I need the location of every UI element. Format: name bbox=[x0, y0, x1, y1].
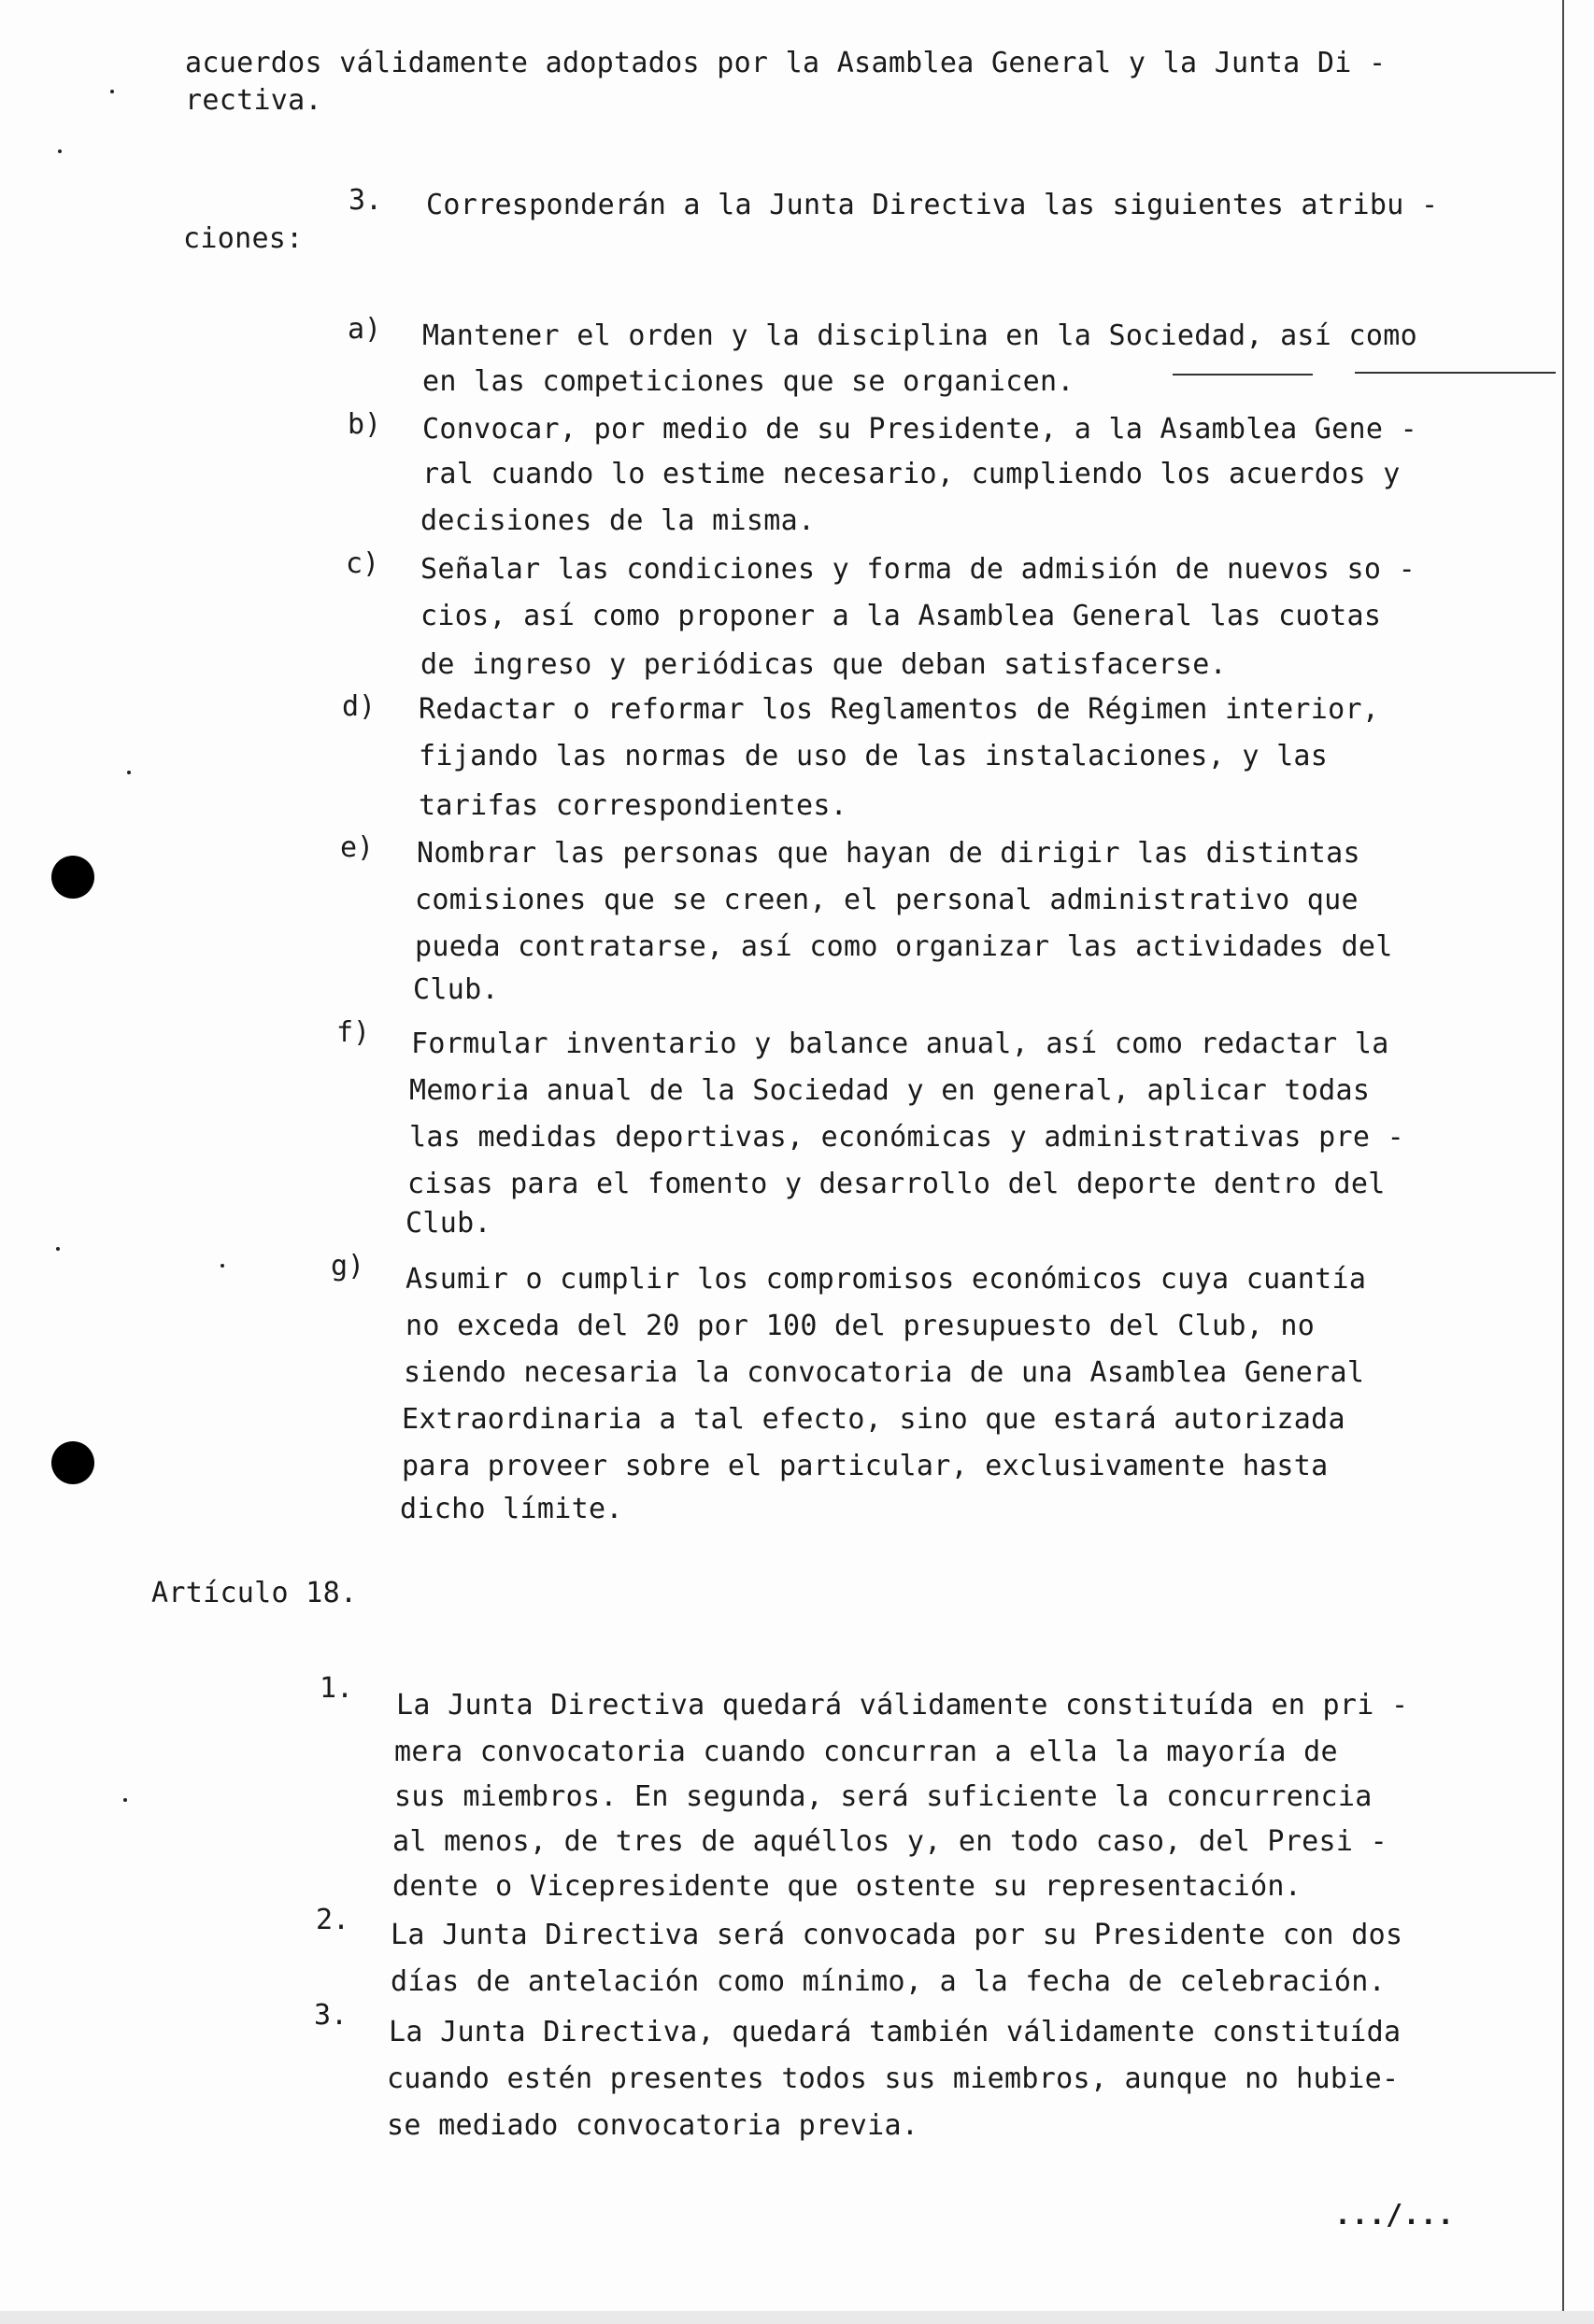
article-point-number: 2. bbox=[316, 1904, 350, 1936]
item-label: a) bbox=[348, 313, 382, 346]
item-line: fijando las normas de uso de las instalaciones, y las bbox=[419, 740, 1329, 772]
underline-mark bbox=[1173, 374, 1313, 376]
item-line: ral cuando lo estime necesario, cumpliendo los acuerdos y bbox=[422, 458, 1401, 490]
article-point-line: dente o Vicepresidente que ostente su representación. bbox=[392, 1870, 1302, 1903]
intro-line: acuerdos válidamente adoptados por la Asamblea General y la Junta Di - bbox=[185, 47, 1387, 79]
article-point-line: se mediado convocatoria previa. bbox=[387, 2109, 919, 2142]
item-line: cios, así como proponer a la Asamblea General las cuotas bbox=[420, 600, 1382, 632]
underline-mark bbox=[1355, 372, 1556, 374]
article-point-line: mera convocatoria cuando concurran a ella la mayoría de bbox=[394, 1736, 1338, 1768]
item-label: f) bbox=[336, 1016, 371, 1049]
item-line: cisas para el fomento y desarrollo del deporte dentro del bbox=[407, 1168, 1386, 1200]
intro-line: rectiva. bbox=[185, 84, 322, 117]
item-line: decisiones de la misma. bbox=[420, 504, 816, 537]
item-label: g) bbox=[331, 1250, 365, 1282]
point-3-line: Corresponderán a la Junta Directiva las siguientes atribu - bbox=[426, 189, 1439, 221]
scan-speck bbox=[56, 1247, 60, 1251]
item-line: tarifas correspondientes. bbox=[419, 789, 848, 822]
article-point-line: La Junta Directiva, quedará también válidamente constituída bbox=[389, 2016, 1402, 2048]
article-point-line: cuando estén presentes todos sus miembros, aunque no hubie- bbox=[387, 2062, 1400, 2095]
item-line: para proveer sobre el particular, exclusivamente hasta bbox=[402, 1450, 1329, 1482]
item-line: dicho límite. bbox=[400, 1493, 623, 1525]
item-line: en las competiciones que se organicen. bbox=[422, 365, 1075, 398]
item-label: d) bbox=[342, 690, 377, 723]
article-point-number: 3. bbox=[314, 1999, 349, 2032]
item-line: siendo necesaria la convocatoria de una Asamblea General bbox=[404, 1356, 1365, 1389]
article-point-line: La Junta Directiva será convocada por su Presidente con dos bbox=[391, 1919, 1403, 1951]
scan-speck bbox=[110, 90, 114, 93]
article-point-line: La Junta Directiva quedará válidamente constituída en pri - bbox=[396, 1689, 1409, 1722]
item-line: las medidas deportivas, económicas y administrativas pre - bbox=[409, 1121, 1404, 1154]
scan-speck bbox=[123, 1798, 127, 1802]
item-line: Asumir o cumplir los compromisos económicos cuya cuantía bbox=[406, 1263, 1367, 1296]
continuation-mark: .../... bbox=[1334, 2199, 1455, 2232]
item-line: Memoria anual de la Sociedad y en general, aplicar todas bbox=[409, 1074, 1371, 1107]
article-heading: Artículo 18. bbox=[151, 1577, 358, 1609]
item-line: de ingreso y periódicas que deban satisfacerse. bbox=[420, 648, 1227, 681]
item-line: no exceda del 20 por 100 del presupuesto del Club, no bbox=[406, 1310, 1316, 1342]
item-label: c) bbox=[346, 547, 380, 580]
punch-hole-bottom bbox=[51, 1441, 94, 1484]
page-edge-shadow bbox=[1562, 0, 1564, 2324]
scan-speck bbox=[127, 771, 131, 774]
article-point-line: al menos, de tres de aquéllos y, en todo caso, del Presi - bbox=[392, 1825, 1388, 1858]
article-point-line: días de antelación como mínimo, a la fecha de celebración. bbox=[391, 1965, 1386, 1998]
article-point-number: 1. bbox=[320, 1672, 354, 1705]
item-line: Formular inventario y balance anual, así como redactar la bbox=[411, 1027, 1389, 1060]
item-line: Extraordinaria a tal efecto, sino que estará autorizada bbox=[402, 1403, 1345, 1436]
point-3-number: 3. bbox=[349, 184, 383, 217]
point-3-line: ciones: bbox=[183, 222, 304, 255]
item-line: Convocar, por medio de su Presidente, a la Asamblea Gene - bbox=[422, 413, 1417, 446]
item-line: Señalar las condiciones y forma de admisión de nuevos so - bbox=[420, 553, 1416, 586]
item-line: Mantener el orden y la disciplina en la Sociedad, así como bbox=[422, 319, 1417, 352]
item-line: pueda contratarse, así como organizar las actividades del bbox=[415, 930, 1393, 963]
item-label: b) bbox=[348, 408, 382, 441]
scan-speck bbox=[58, 149, 62, 153]
item-line: Nombrar las personas que hayan de dirigir las distintas bbox=[417, 837, 1360, 870]
item-line: Club. bbox=[406, 1207, 491, 1240]
article-point-line: sus miembros. En segunda, será suficiente la concurrencia bbox=[394, 1780, 1373, 1813]
item-line: Club. bbox=[413, 973, 499, 1006]
item-line: comisiones que se creen, el personal administrativo que bbox=[415, 884, 1359, 916]
scan-speck bbox=[221, 1264, 224, 1268]
item-label: e) bbox=[340, 831, 375, 864]
item-line: Redactar o reformar los Reglamentos de Régimen interior, bbox=[419, 693, 1380, 726]
punch-hole-top bbox=[51, 856, 94, 899]
page-bottom-edge bbox=[0, 2311, 1594, 2324]
